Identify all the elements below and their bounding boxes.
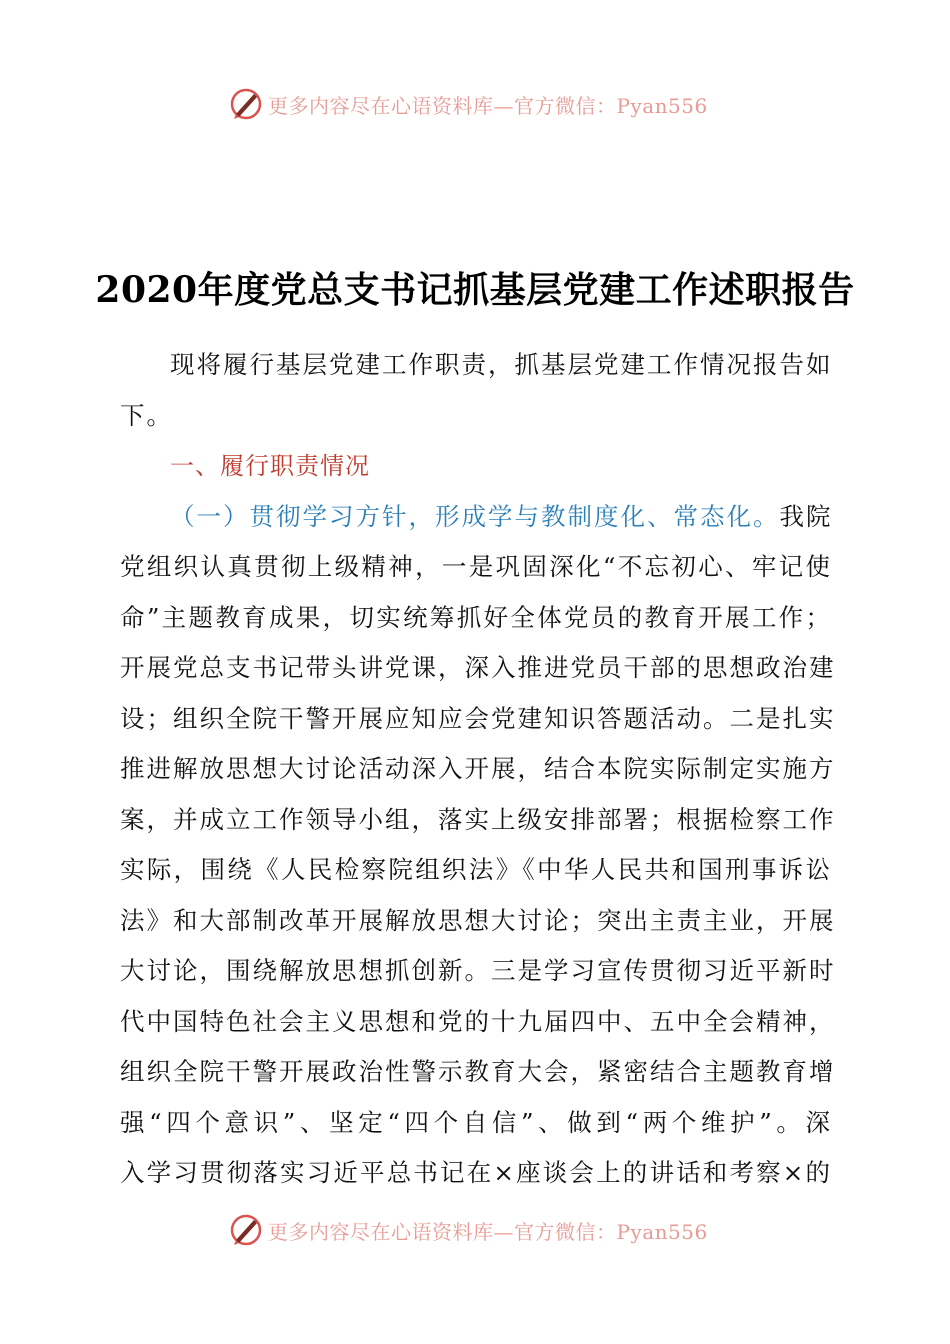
- header-watermark: [228, 84, 748, 124]
- pen-logo-icon: [228, 86, 264, 122]
- paragraph-line: 党组织认真贯彻上级精神，一是巩固深化“不忘初心、牢记使: [120, 552, 832, 581]
- paragraph-line: 开展党总支书记带头讲党课，深入推进党员干部的思想政治建: [120, 653, 836, 682]
- paragraph-line: 实际，围绕《人民检察院组织法》《中华人民共和国刑事诉讼: [120, 855, 832, 884]
- paragraph-line: 法》和大部制改革开展解放思想大讨论；突出主责主业，开展: [120, 905, 836, 935]
- watermark-text: 更多内容尽在心语资料库—官方微信：Pyan556: [268, 1219, 708, 1244]
- paragraph-line: 命”主题教育成果，切实统筹抓好全体党员的教育开展工作；: [120, 602, 832, 632]
- document-title: 2020年度党总支书记抓基层党建工作述职报告: [95, 269, 855, 311]
- document-body: [120, 340, 836, 1199]
- paragraph-line: 大讨论，围绕解放思想抓创新。三是学习宣传贯彻习近平新时: [120, 956, 836, 985]
- intro-line-1: 现将履行基层党建工作职责，抓基层党建工作情况报告如: [170, 350, 833, 379]
- paragraph-line: 推进解放思想大讨论活动深入开展，结合本院实际制定实施方: [120, 754, 836, 783]
- paragraph-line: 强“四个意识”、坚定“四个自信”、做到“两个维护”。深: [120, 1107, 832, 1137]
- paragraph-line: 入学习贯彻落实习近平总书记在×座谈会上的讲话和考察×的: [120, 1158, 832, 1187]
- pen-logo-icon: [228, 1212, 264, 1248]
- paragraph-text: 我院: [779, 501, 833, 531]
- subsection-first-line: [120, 492, 832, 543]
- footer-watermark: [228, 1210, 748, 1250]
- paragraph-line: 案，并成立工作领导小组，落实上级安排部署；根据检察工作: [120, 804, 836, 834]
- paragraph-line: 代中国特色社会主义思想和党的十九届四中、五中全会精神，: [120, 1006, 836, 1036]
- intro-line-2: 下。: [120, 400, 173, 430]
- section-heading: 一、履行职责情况: [170, 452, 370, 480]
- paragraph-line: 设；组织全院干警开展应知应会党建知识答题活动。二是扎实: [120, 703, 836, 733]
- subsection-heading: （一）贯彻学习方针，形成学与教制度化、常态化。: [170, 501, 780, 531]
- paragraph-line: 组织全院干警开展政治性警示教育大会，紧密结合主题教育增: [120, 1057, 836, 1086]
- watermark-text: 更多内容尽在心语资料库—官方微信：Pyan556: [268, 93, 708, 118]
